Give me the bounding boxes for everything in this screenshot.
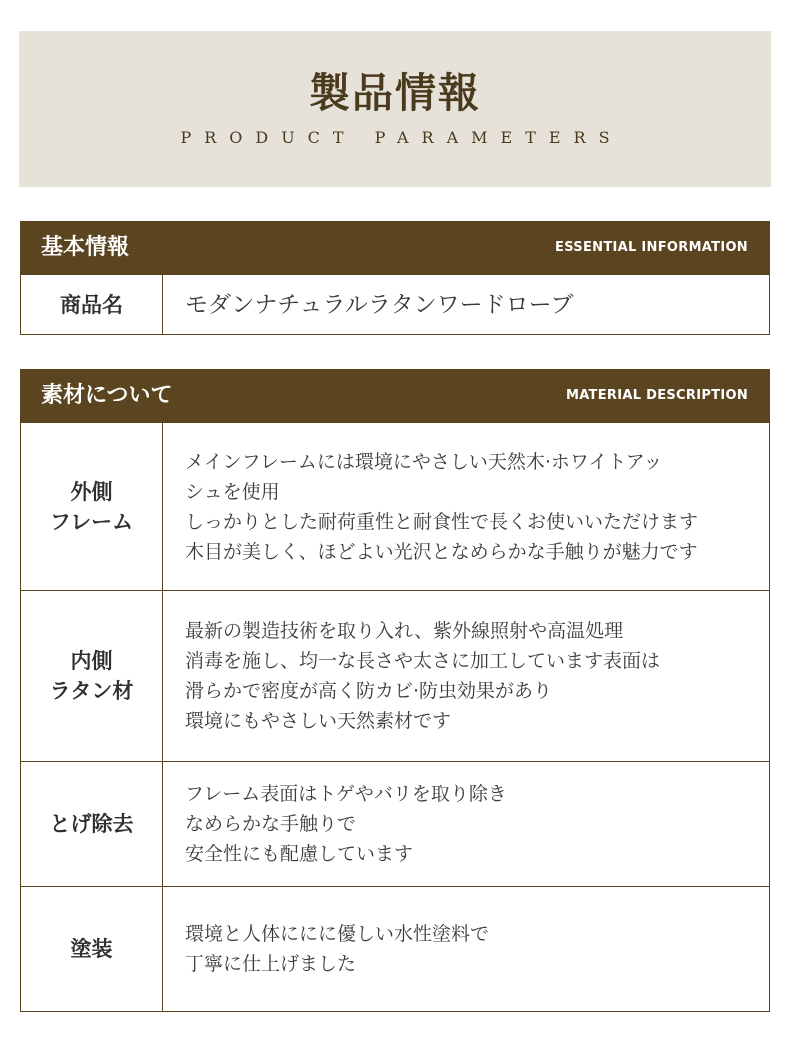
description-line: 消毒を施し、均一な長さや太さに加工しています表面は [185,650,661,672]
page-title: 製品情報 [309,69,481,117]
inner-rattan-row [20,591,770,762]
product-name-label: 商品名 [21,275,163,334]
basic-info-header [20,221,770,275]
burr-removal-label: とげ除去 [21,762,163,886]
title-banner [19,31,771,187]
description-line: フレーム表面はトゲやバリを取り除き [185,783,507,805]
basic-info-header-jp: 基本情報 [41,235,130,260]
inner-rattan-description [163,591,769,761]
description-line: 最新の製造技術を取り入れ、紫外線照射や高温処理 [185,620,624,642]
description-line: メインフレームには環境にやさしい天然木·ホワイトアッ [185,450,663,473]
coating-label: 塗装 [21,887,163,1011]
product-name-row [20,275,770,335]
coating-row [20,887,770,1012]
material-header-en: MATERIAL DESCRIPTION [565,388,748,403]
outer-frame-label: 外側 フレーム [21,423,163,590]
product-name-text: モダンナチュラルラタンワードローブ [185,291,574,318]
description-line: シュを使用 [185,480,280,503]
page-subtitle: PRODUCT PARAMETERS [180,128,623,147]
material-table [20,369,770,1012]
product-name-value [163,275,769,334]
description-line: しっかりとした耐荷重性と耐食性で長くお使いいただけます [185,510,699,533]
burr-removal-row [20,762,770,887]
description-line: 環境にもやさしい天然素材です [185,710,452,732]
description-line: 滑らかで密度が高く防カビ·防虫効果があり [185,680,553,702]
coating-description [163,887,769,1011]
material-header-jp: 素材について [41,383,173,408]
description-line: なめらかな手触りで [185,813,357,835]
description-line: 安全性にも配慮しています [185,843,414,865]
material-header [20,369,770,423]
description-line: 環境と人体ににに優しい水性塗料で [185,923,490,945]
description-line: 木目が美しく、ほどよい光沢となめらかな手触りが魅力です [185,540,698,563]
outer-frame-description [163,423,769,590]
burr-removal-description [163,762,769,886]
basic-info-table [20,221,770,335]
description-line: 丁寧に仕上げました [185,953,357,975]
outer-frame-row [20,423,770,591]
basic-info-header-en: ESSENTIAL INFORMATION [555,240,748,255]
inner-rattan-label: 内側 ラタン材 [21,591,163,761]
